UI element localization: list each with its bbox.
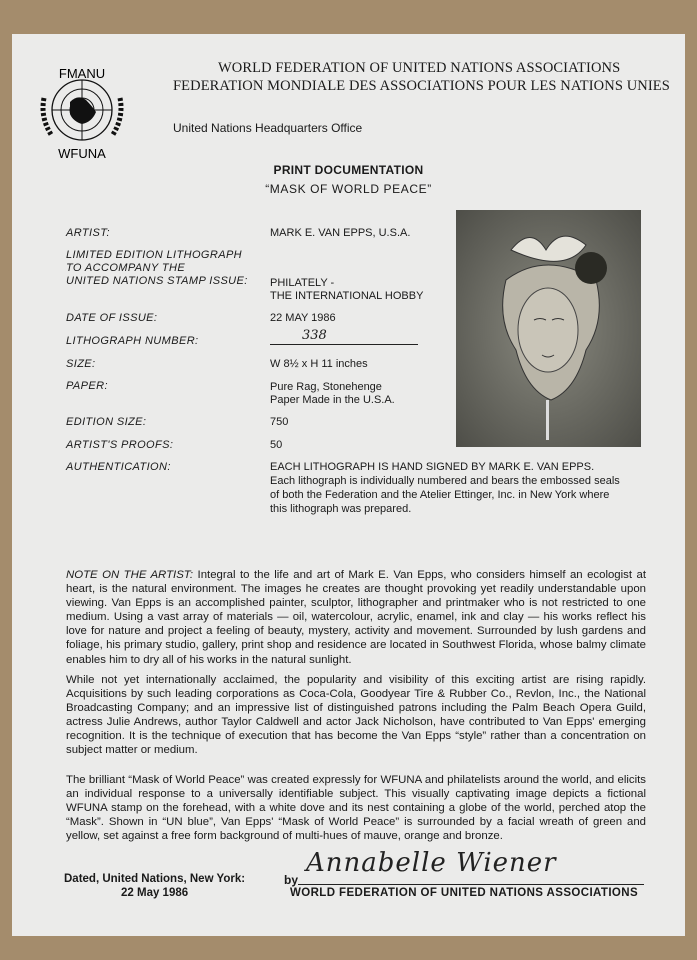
dated-label: Dated, United Nations, New York: <box>64 873 246 885</box>
org-name-english: WORLD FEDERATION OF UNITED NATIONS ASSOCIATIONS <box>218 60 621 76</box>
lithograph-number-value: 338 <box>302 328 327 343</box>
authentication-value-3: of both the Federation and the Atelier Ettinger, Inc. in New York where <box>270 489 610 501</box>
limited-edition-label-2: TO ACCOMPANY THE <box>66 262 186 274</box>
signature-line <box>298 884 644 885</box>
stamp-issue-value-2: THE INTERNATIONAL HOBBY <box>270 290 424 302</box>
artists-proofs-value: 50 <box>270 439 283 451</box>
limited-edition-label-3: UNITED NATIONS STAMP ISSUE: <box>66 275 248 287</box>
signatory-org: WORLD FEDERATION OF UNITED NATIONS ASSOCIATIONS <box>290 887 639 899</box>
limited-edition-label: LIMITED EDITION LITHOGRAPH <box>66 249 243 261</box>
print-title: “MASK OF WORLD PEACE” <box>265 182 432 196</box>
artists-proofs-label: ARTIST'S PROOFS: <box>66 439 174 451</box>
org-name-french: FEDERATION MONDIALE DES ASSOCIATIONS POUR LES NATIONS UNIES <box>173 78 670 94</box>
paper-value: Pure Rag, Stonehenge <box>270 381 382 393</box>
date-of-issue-label: DATE OF ISSUE: <box>66 312 158 324</box>
edition-size-value: 750 <box>270 416 289 428</box>
note-on-artist-paragraph <box>66 568 646 667</box>
number-underline <box>270 344 418 345</box>
artist-value: MARK E. VAN EPPS, U.S.A. <box>270 227 411 239</box>
size-label: SIZE: <box>66 358 96 370</box>
svg-text:FMANU: FMANU <box>58 66 106 81</box>
artwork-description-paragraph: The brilliant “Mask of World Peace” was created expressly for WFUNA and philatelists around the world, and elicits an individual response to a universally identifiable subject. This visually captivating image depicts a fictional WFUNA stamp on the forehead, with a white dove and its nest containing a globe of the world, perched atop the “Mask”. Shown in “UN blue”, Van Epps' “Mask of World Peace” is surrounded by a facial wreath of green and yellow, set against a free form background of multi-hues of mauve, orange and bronze. <box>66 774 646 843</box>
note-label: NOTE ON THE ARTIST: <box>66 569 194 581</box>
un-emblem-logo <box>34 58 130 162</box>
by-label: by <box>284 873 299 887</box>
stamp-issue-value: PHILATELY - <box>270 277 335 289</box>
paper-value-2: Paper Made in the U.S.A. <box>270 394 395 406</box>
date-of-issue-value: 22 MAY 1986 <box>270 312 336 324</box>
artist-label: ARTIST: <box>66 227 110 239</box>
svg-text:WFUNA: WFUNA <box>58 146 106 161</box>
recognition-paragraph: While not yet internationally acclaimed, the popularity and visibility of this exciting artist are rising rapidly. Acquisitions by such leading corporations as Coca-Cola, Goodyear Tire & Rubber Co., Revlon, Inc., the National Broadcasting Company; and an impressive list of distinguished patrons including the Palm Beach Opera Guild, actress Julie Andrews, author Taylor Caldwell and actor Jack Nicholson, have contributed to Van Epps' emerging recognition. It is the technique of execution that has become the Van Epps “style” rather than a concentration on subject matter or medium. <box>66 674 646 757</box>
edition-size-label: EDITION SIZE: <box>66 416 147 428</box>
authentication-value-2: Each lithograph is individually numbered and bears the embossed seals <box>270 475 620 487</box>
document-title: PRINT DOCUMENTATION <box>273 163 424 177</box>
authentication-label: AUTHENTICATION: <box>66 461 171 473</box>
mask-of-world-peace-artwork <box>456 210 641 447</box>
authentication-value: EACH LITHOGRAPH IS HAND SIGNED BY MARK E. VAN EPPS. <box>270 461 595 473</box>
size-value: W 8½ x H 11 inches <box>270 358 368 370</box>
signature: Annabelle Wiener <box>306 848 557 878</box>
note-text: Integral to the life and art of Mark E. Van Epps, who considers himself an ecologist at heart, is the natural environment. The images he creates are thought provoking yet readily understandable upon viewing. Van Epps is an accomplished painter, sculptor, lithographer and printmaker who is not restricted to one medium. Using a vast array of materials — oil, watercolour, acrylic, enamel, ink and clay — his works reflect his love for nature and project a feeling of beauty, mystery, activity and movement. Surrounded by lush gardens and foliage, his primary studio, gallery, print shop and residence are located in Southwest Florida, whose balmy climate enables him to dry all of his works in the natural sunlight. <box>66 569 646 666</box>
office-name: United Nations Headquarters Office <box>173 121 363 135</box>
authentication-value-4: this lithograph was prepared. <box>270 503 412 515</box>
paper-label: PAPER: <box>66 380 108 392</box>
dated-date: 22 May 1986 <box>121 887 189 899</box>
lithograph-number-label: LITHOGRAPH NUMBER: <box>66 335 199 347</box>
